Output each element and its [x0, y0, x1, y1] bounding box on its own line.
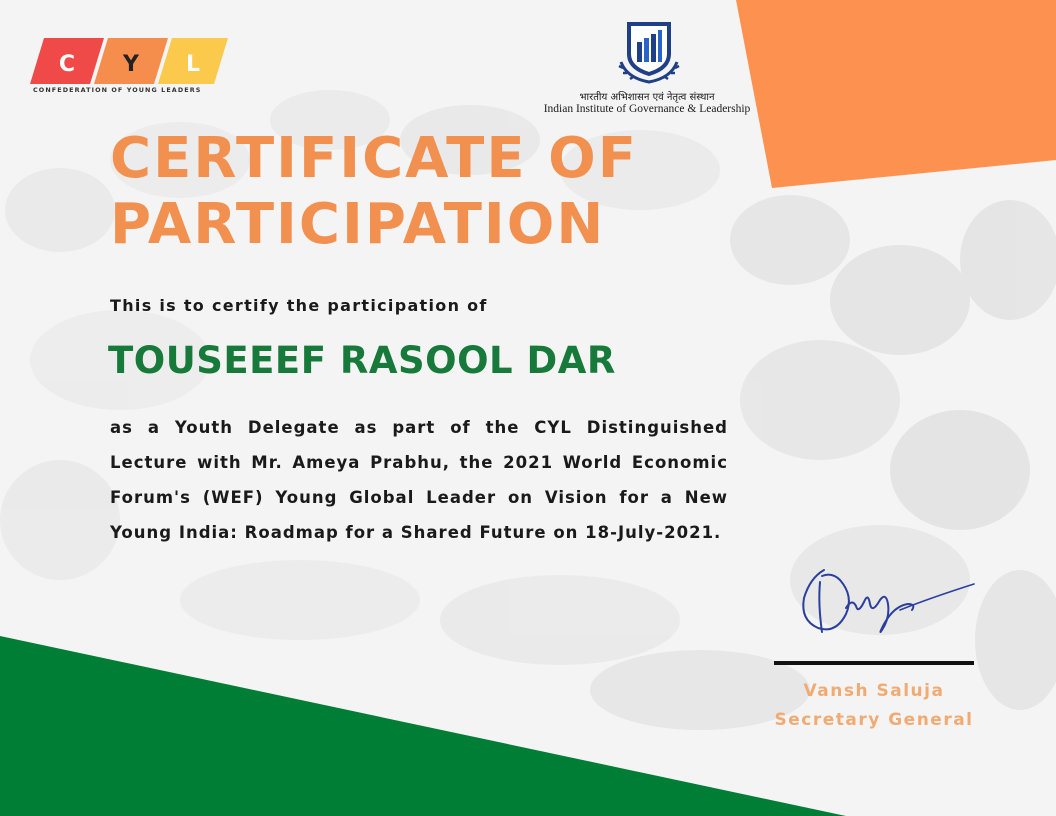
- certificate-title-line-2: PARTICIPATION: [110, 192, 606, 257]
- emblem-bar-3: [651, 34, 656, 62]
- handwritten-signature-icon: [790, 548, 980, 648]
- institute-emblem-icon: [613, 18, 685, 86]
- emblem-bar-2: [644, 38, 649, 62]
- certificate-title-line-1: CERTIFICATE OF: [110, 126, 638, 191]
- institute-name-hindi: भारतीय अभिशासन एवं नेतृत्व संस्थान: [579, 92, 715, 103]
- signature-stem: [819, 582, 822, 632]
- institute-name-english: Indian Institute of Governance & Leadership: [543, 103, 751, 115]
- recipient-name: TOUSEEEF RASOOL DAR: [108, 339, 616, 382]
- signature-line: [774, 661, 974, 665]
- signature-underline-stroke: [900, 584, 974, 610]
- signature-script: [846, 597, 913, 632]
- signatory-name: Vansh Saluja: [803, 681, 945, 701]
- signature-loop: [803, 570, 849, 629]
- signatory-title: Secretary General: [774, 710, 974, 730]
- cyl-logo-letter-l: L: [185, 52, 201, 77]
- orange-corner-shape: [736, 0, 1056, 188]
- emblem-bar-1: [637, 42, 642, 62]
- cyl-logo-letter-y: Y: [123, 52, 139, 77]
- participation-description: as a Youth Delegate as part of the CYL Distinguished Lecture with Mr. Ameya Prabhu, the 2021 World Economic Forum's (WEF) Young Global Leader on Vision for a New Young India: Roadmap for a Shared Future on 18-July-2021.: [110, 418, 728, 542]
- emblem-bar-4: [658, 30, 662, 62]
- cyl-logo-letter-c: C: [58, 52, 76, 77]
- certify-intro-text: This is to certify the participation of: [110, 296, 488, 315]
- cyl-logo-tagline: CONFEDERATION OF YOUNG LEADERS: [33, 86, 202, 94]
- certificate-title: [110, 126, 638, 258]
